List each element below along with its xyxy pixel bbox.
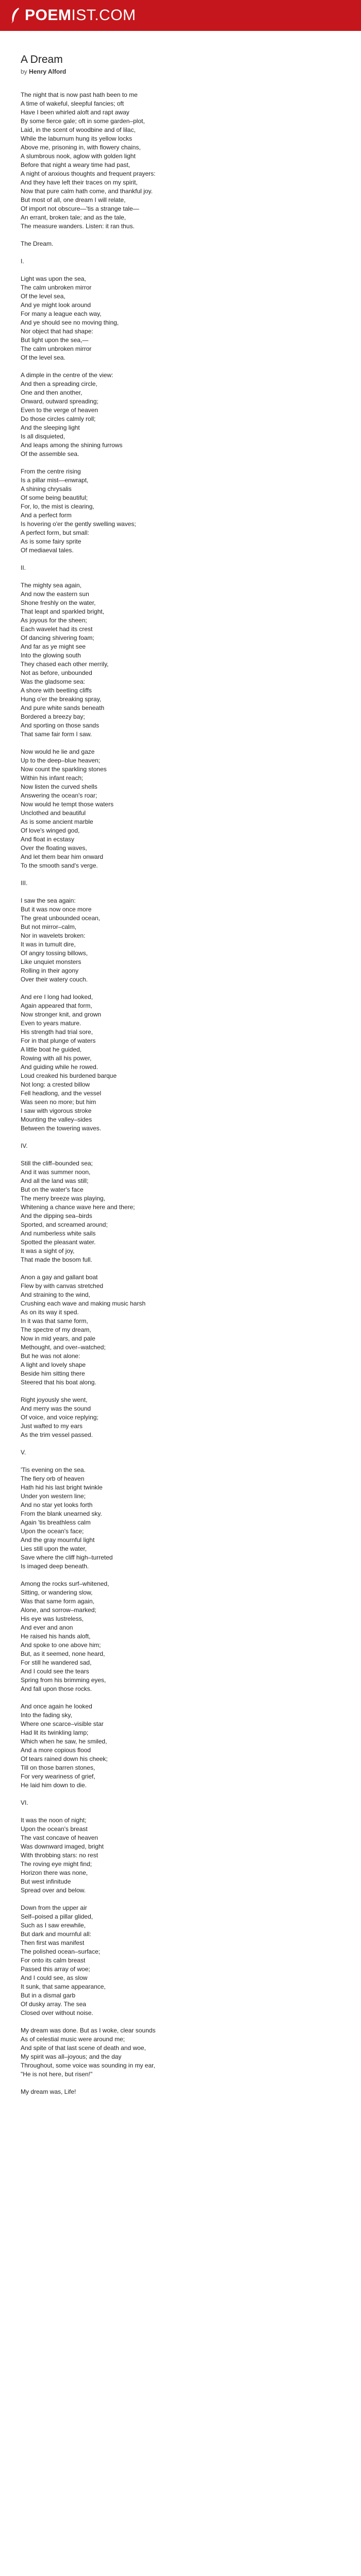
poem-stanza: The mighty sea again, And now the eastern sun Shone freshly on the water, That leapt and sparkled bright, As joyous for the sheen; Each wavelet had its crest Of dancing shivering foam; And far as ye might see Into the glowing south They chased each other merrily, Not as before, unbounded Was the gladsome sea: A shore with beetling cliffs Hung o'er the breaking spray, And pure white sands beneath Bordered a breezy bay; And sporting on those sands That same fair form I saw. xyxy=(21,582,109,738)
poem-stanza: Anon a gay and gallant boat Flew by with canvas stretched And straining to the wind, Crushing each wave and making music harsh As on its way it sped. In it was that same form, The spectre of my dream, Now in mid years, and pale Methought, and over–watched; But he was not alone: A light and lovely shape Beside him sitting there Steered that his boat along. xyxy=(21,1274,146,1386)
poem-stanza: I. xyxy=(21,258,24,265)
poem-stanza: II. xyxy=(21,564,26,571)
poem-stanza: And ere I long had looked, Again appeared that form, Now stronger knit, and grown Even to years mature. His strength had trial sore, For in that plunge of waters A little boat he guided, Rowing with all his power, And guiding while he rowed. Loud creaked his burdened barque Not long: a crested billow Fell headlong, and the vessel Was seen no more; but him I saw with vigorous stroke Mounting the valley–sides Between the towering waves. xyxy=(21,993,117,1132)
poem-body xyxy=(21,91,340,2096)
logo-bold-text: POEM xyxy=(25,7,72,24)
poem-stanza: Light was upon the sea, The calm unbroken mirror Of the level sea, And ye might look around For many a league each way, And ye should see no moving thing, Nor object that had shape: But light upon the sea,— The calm unbroken mirror Of the level sea. xyxy=(21,275,119,361)
poem-container xyxy=(21,54,340,2105)
poem-stanza: And once again he looked Into the fading sky, Where one scarce–visible star Had lit its twinkling lamp; Which when he saw, he smiled, And a more copious flood Of tears rained down his cheek; Till on those barren stones, For very weariness of grief, He laid him down to die. xyxy=(21,1703,108,1789)
poem-stanza: Right joyously she went, And merry was the sound Of voice, and voice replying; Just wafted to my ears As the trim vessel passed. xyxy=(21,1396,99,1438)
poem-stanza: From the centre rising Is a pillar mist—enwrapt, A shining chrysalis Of some being beautiful; For, lo, the mist is clearing, And a perfect form Is hovering o'er the gently swelling waves; A perfect form, but small: As is some fairy sprite Of mediaeval tales. xyxy=(21,468,136,554)
author-prefix: by xyxy=(21,68,27,75)
poem-stanza: VI. xyxy=(21,1799,28,1806)
author-link[interactable]: Henry Alford xyxy=(29,68,67,75)
poem-stanza: Now would he lie and gaze Up to the deep–blue heaven; Now count the sparkling stones Within his infant reach; Now listen the curved shells Answering the ocean's roar; Now would he tempt those waters Unclothed and beautiful As is some ancient marble Of love's winged god, And float in ecstasy Over the floating waves, And let them bear him onward To the smooth sand's verge. xyxy=(21,748,114,869)
poem-stanza: The night that is now past hath been to me A time of wakeful, sleepful fancies; oft Have I been whirled aloft and rapt away By some fierce gale; oft in some garden–plot, Laid, in the scent of woodbine and of lilac, While the laburnum hung its yellow locks Above me, prisoning in, with flowery chains, A slumbrous nook, aglow with golden light Before that night a weary time had past, A night of anxious thoughts and frequent prayers: And they have left their traces on my spirit, Now that pure calm hath come, and thankful joy. But most of all, one dream I will relate, Of import not obscure—'tis a strange tale— An errant, broken tale; and as the tale, The measure wanders. Listen: it ran thus. xyxy=(21,91,156,230)
poem-stanza: III. xyxy=(21,879,28,887)
poem-stanza: IV. xyxy=(21,1142,28,1149)
poem-byline xyxy=(21,68,340,75)
poem-stanza: The Dream. xyxy=(21,240,54,247)
poem-stanza: Among the rocks surf–whitened, Sitting, or wandering slow, Was that same form again, Alone, and sorrow–marked; His eye was lustreless, And ever and anon He raised his hands aloft, And spoke to one above him; But, as it seemed, none heard, For still he wandered sad, And I could see the tears Spring from his brimming eyes, And fall upon those rocks. xyxy=(21,1580,109,1692)
poem-title: A Dream xyxy=(21,54,63,65)
poem-stanza: V. xyxy=(21,1449,26,1456)
poem-stanza: A dimple in the centre of the view: And then a spreading circle, One and then another, Onward, outward spreading; Even to the verge of heaven Do those circles calmly roll; And the sleeping light Is all disquieted, And leaps among the shining furrows Of the assemble sea. xyxy=(21,371,123,457)
logo-light-text: IST.COM xyxy=(71,7,136,24)
site-header xyxy=(0,0,361,31)
poem-stanza: Still the cliff–bounded sea; And it was summer noon, And all the land was still; But on the water's face The merry breeze was playing, Whitening a chance wave here and there; And the dipping sea–birds Sported, and screamed around; And numberless white sails Spotted the pleasant water. It was a sight of joy, That made the bosom full. xyxy=(21,1160,135,1263)
poem-stanza: I saw the sea again: But it was now once more The great unbounded ocean, But not mirror–calm, Nor in wavelets broken: It was in tumult dire, Of angry tossing billows, Like unquiet monsters Rolling in their agony Over their watery couch. xyxy=(21,897,101,983)
poem-stanza: 'Tis evening on the sea. The fiery orb of heaven Hath hid his last bright twinkle Under yon western line; And no star yet looks forth From the blank unearned sky. Again 'tis breathless calm Upon the ocean's face; And the gray mournful light Lies still upon the water, Save where the cliff high–turreted Is imaged deep beneath. xyxy=(21,1466,113,1570)
poem-stanza: My dream was done. But as I woke, clear sounds As of celestial music were around me; And spite of that last scene of death and woe, My spirit was all–joyous; and the day Throughout, some voice was sounding in my ear, "He is not here, but risen!" xyxy=(21,2027,156,2078)
poem-stanza: It was the noon of night; Upon the ocean's breast The vast concave of heaven Was downward imaged, bright With throbbing stars: no rest The roving eye might find; Horizon there was none, But west infinitude Spread over and below. xyxy=(21,1817,104,1894)
poem-stanza: Down from the upper air Self–poised a pillar glided, Such as I saw erewhile, But dark and mournful all: Then first was manifest The polished ocean–surface; For onto its calm breast Passed this array of woe; And I could see, as slow It sunk, that same appearance, But in a dismal garb Of dusky array. The sea Closed over without noise. xyxy=(21,1904,106,2016)
quill-pen-icon xyxy=(9,7,21,24)
poem-stanza: My dream was, Life! xyxy=(21,2088,76,2095)
site-logo-link[interactable] xyxy=(25,7,136,24)
